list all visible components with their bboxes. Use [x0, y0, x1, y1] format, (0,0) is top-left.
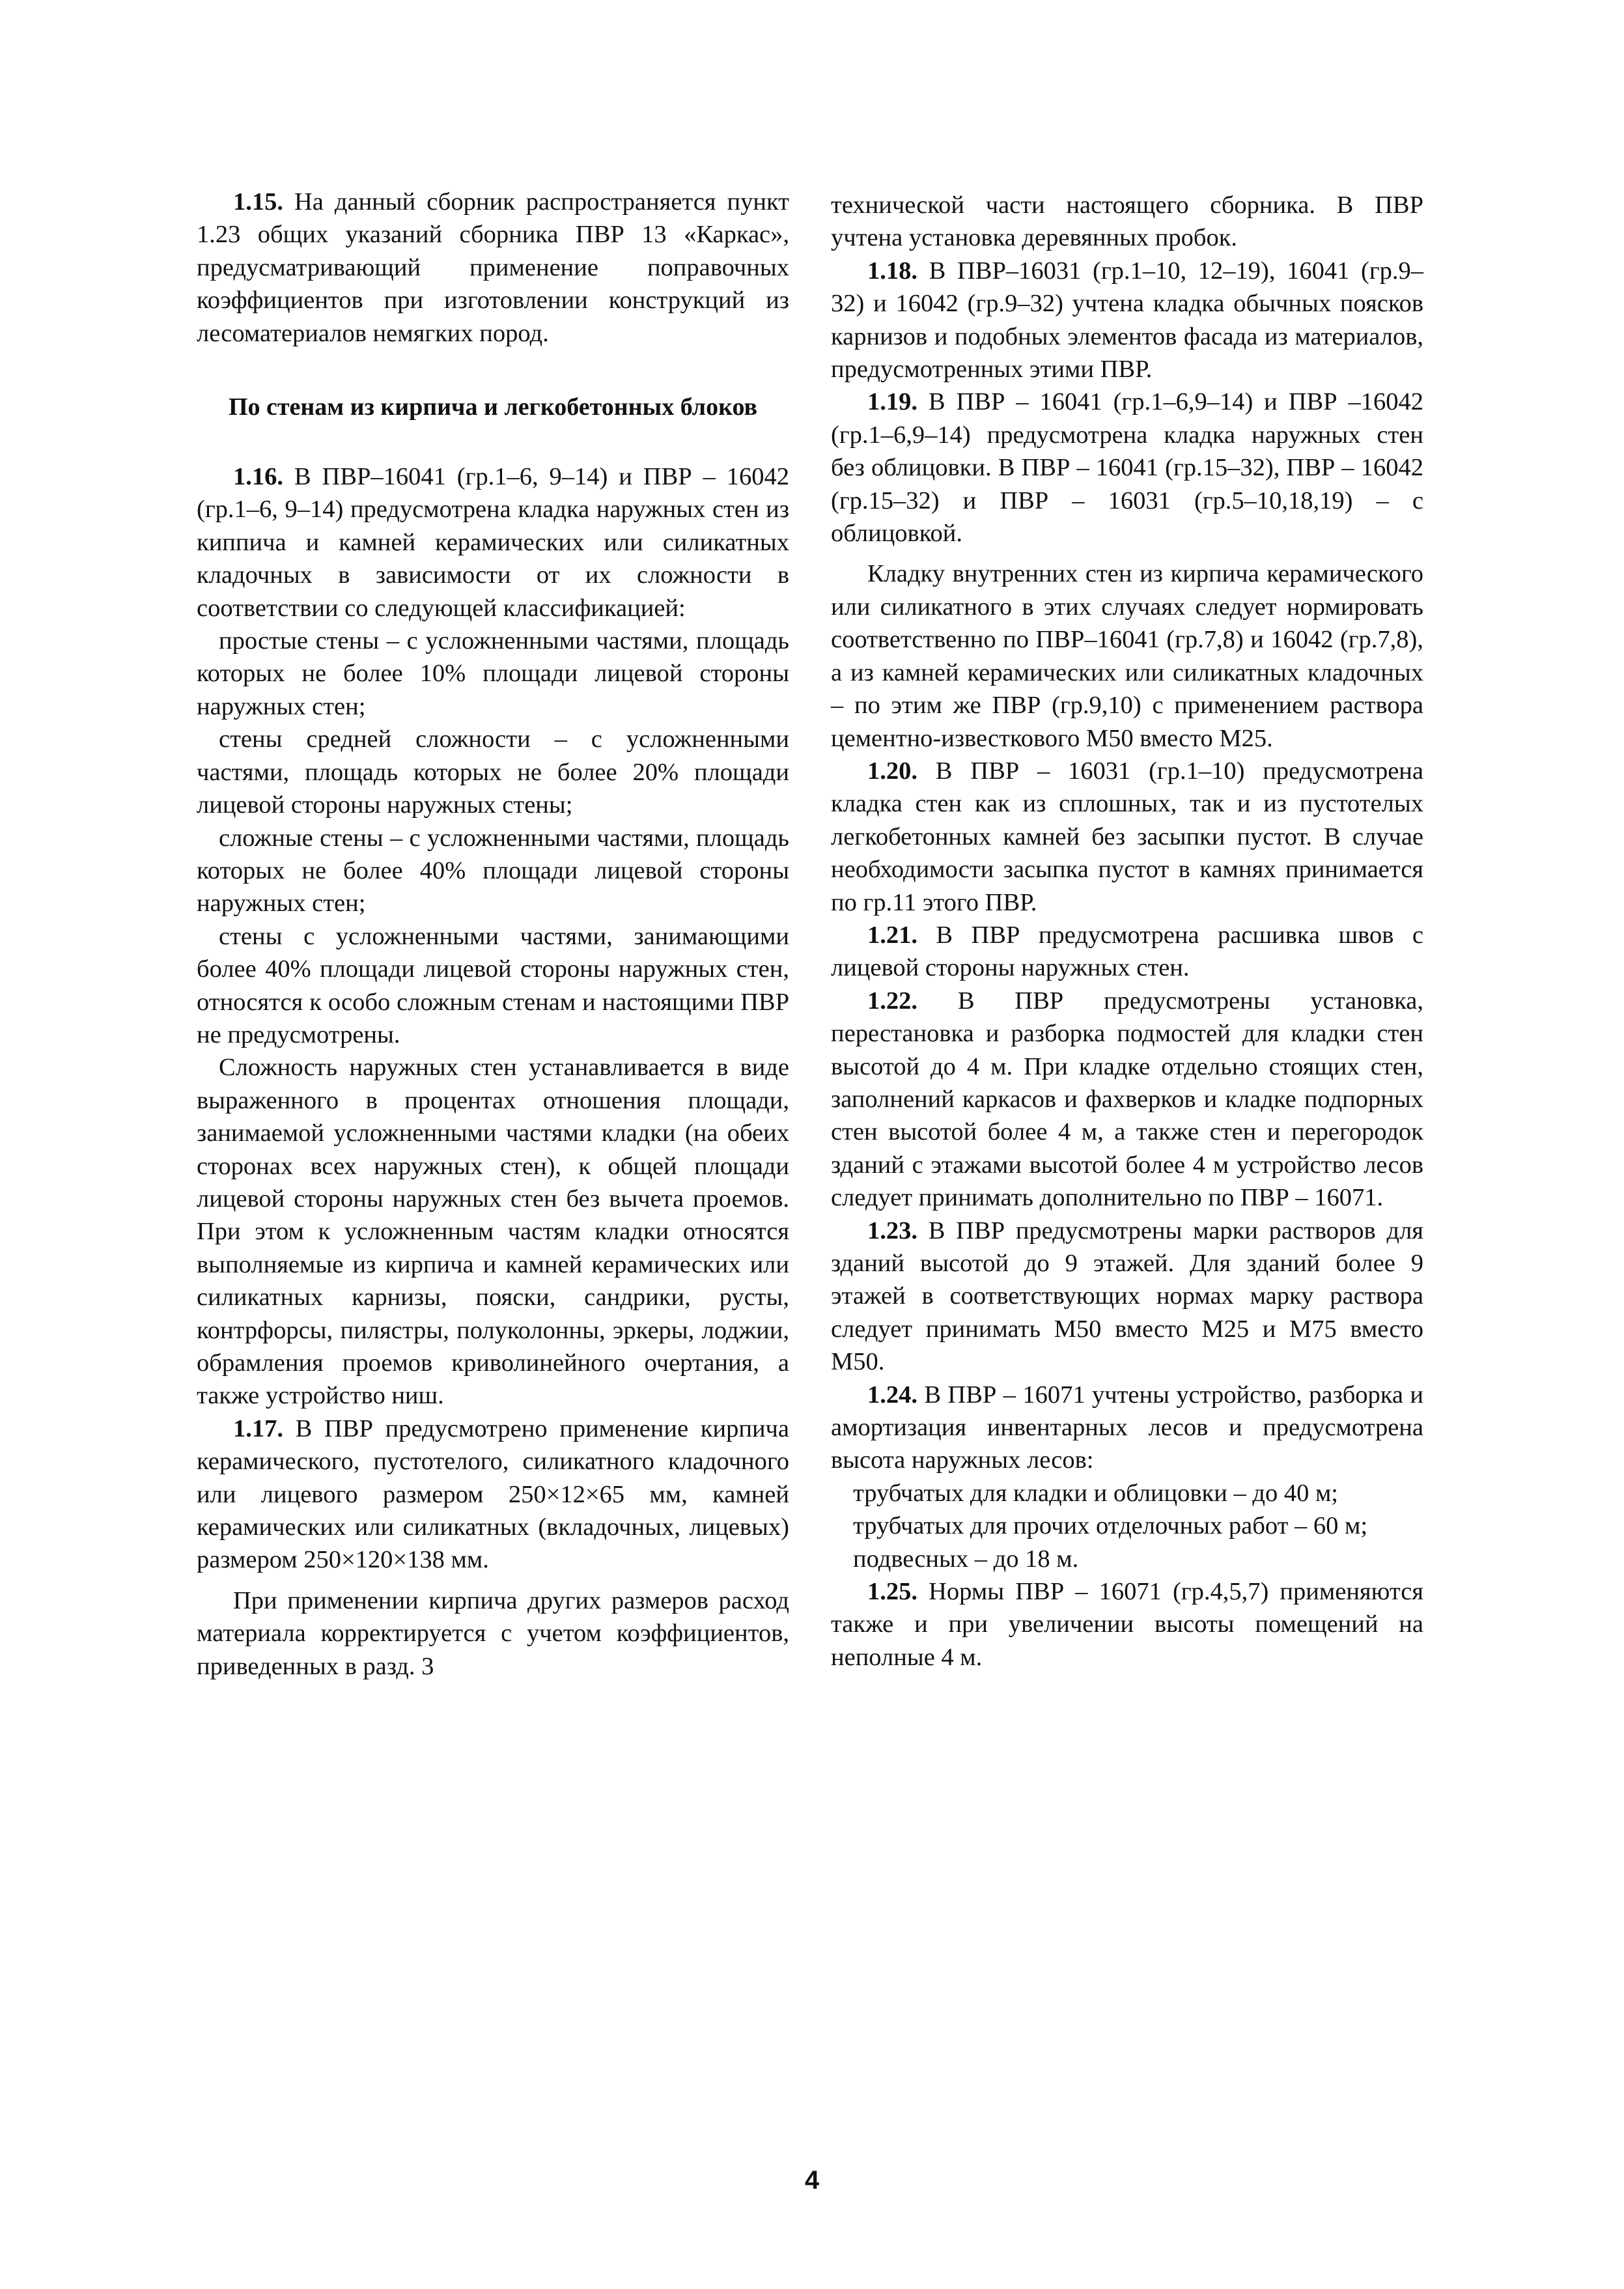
- paragraph-number: 1.25.: [867, 1578, 917, 1606]
- paragraph-1-17: [197, 1412, 789, 1577]
- list-item-tubular-masonry: трубчатых для кладки и облицовки – до 40 м;: [853, 1479, 1338, 1507]
- paragraph-1-18: [831, 255, 1423, 386]
- paragraph-continuation: технической части настоящего сборника. В ПВР учтена установка деревянных пробок.: [831, 191, 1423, 252]
- list-item-tubular-finishing: трубчатых для прочих отделочных работ – 60 м;: [853, 1512, 1368, 1540]
- paragraph-number: 1.18.: [867, 257, 917, 285]
- paragraph-text: В ПВР предусмотрено применение кирпича керамического, пустотелого, силикатного кладочного или лицевого размером 250×12×65 мм, камней керамических или силикатных (вкладочных, лицевых) размером 250×120×138 мм.: [197, 1414, 789, 1574]
- paragraph-text: В ПВР предусмотрена расшивка швов с лицевой стороны наружных стен.: [831, 921, 1423, 982]
- paragraph-1-25: [831, 1575, 1423, 1674]
- paragraph-text: В ПВР–16031 (гр.1–10, 12–19), 16041 (гр.9–32) и 16042 (гр.9–32) учтена кладка обычных поясков карнизов и подобных элементов фасада из материалов, предусмотренных этими ПВР.: [831, 257, 1423, 384]
- paragraph-1-23: [831, 1215, 1423, 1379]
- paragraph-inner-walls: Кладку внутренних стен из кирпича керамического или силикатного в этих случаях следует нормировать соответственно по ПВР–16041 (гр.7,8) и 16042 (гр.7,8), а из камней керамических или силикатных кладочных – по этим же ПВР (гр.9,10) с применением раствора цементно-известкового М50 вместо М25.: [831, 560, 1423, 752]
- paragraph-text: В ПВР–16041 (гр.1–6, 9–14) и ПВР – 16042 (гр.1–6, 9–14) предусмотрена кладка наружных стен из киппича и камней керамических или силикатных кладочных в зависимости от их сложности в соответствии со следующей классификацией:: [197, 463, 789, 622]
- paragraph-1-20: [831, 755, 1423, 919]
- paragraph-number: 1.23.: [867, 1216, 917, 1244]
- paragraph-text: В ПВР предусмотрены установка, перестановка и разборка подмостей для кладки стен высотой до 4 м. При кладке отдельно стоящих стен, заполнений каркасов и фахверков и кладке подпорных стен высотой более 4 м, а также стен и перегородок зданий с этажами высотой более 4 м устройство лесов следует принимать дополнительно по ПВР – 16071.: [831, 987, 1423, 1212]
- paragraph-number: 1.24.: [867, 1381, 917, 1409]
- right-column: [831, 189, 1423, 1674]
- paragraph-number: 1.20.: [867, 757, 917, 785]
- page-number: 4: [804, 2166, 820, 2195]
- list-item-complex-walls: сложные стены – с усложненными частями, площадь которых не более 40% площади лицевой стороны наружных стен;: [197, 824, 789, 918]
- paragraph-number: 1.22.: [867, 987, 917, 1015]
- paragraph-number: 1.19.: [867, 388, 917, 416]
- paragraph-text: Нормы ПВР – 16071 (гр.4,5,7) применяются также и при увеличении высоты помещений на неполные 4 м.: [831, 1578, 1423, 1671]
- paragraph-text: В ПВР – 16031 (гр.1–10) предусмотрена кладка стен как из сплошных, так и из пустотелых легкобетонных камней без засыпки пустот. В случае необходимости засыпка пустот в камнях принимается по гр.11 этого ПВР.: [831, 757, 1423, 916]
- section-heading: По стенам из кирпича и легкобетонных блоков: [228, 393, 758, 421]
- paragraph-1-22: [831, 985, 1423, 1215]
- left-column: [197, 186, 789, 1683]
- list-item-very-complex-walls: стены с усложненными частями, занимающими более 40% площади лицевой стороны наружных стен, относятся к особо сложным стенам и настоящими ПВР не предусмотрены.: [197, 922, 789, 1048]
- list-item-medium-walls: стены средней сложности – с усложненными частями, площадь которых не более 20% площади лицевой стороны наружных стены;: [197, 725, 789, 819]
- paragraph-number: 1.16.: [233, 463, 283, 491]
- paragraph-other-sizes: При применении кирпича других размеров расход материала корректируется с учетом коэффициентов, приведенных в разд. 3: [197, 1586, 789, 1680]
- paragraph-number: 1.21.: [867, 921, 917, 949]
- paragraph-text: На данный сборник распространяется пункт 1.23 общих указаний сборника ПВР 13 «Каркас», предусматривающий применение поправочных коэффициентов при изготовлении конструкций из лесоматериалов немягких пород.: [197, 188, 789, 347]
- paragraph-1-21: [831, 919, 1423, 985]
- paragraph-number: 1.15.: [233, 188, 283, 216]
- paragraph-text: В ПВР – 16071 учтены устройство, разборка и амортизация инвентарных лесов и предусмотрена высота наружных лесов:: [831, 1381, 1423, 1474]
- list-item-simple-walls: простые стены – с усложненными частями, площадь которых не более 10% площади лицевой стороны наружных стен;: [197, 627, 789, 720]
- paragraph-text: В ПВР предусмотрены марки растворов для зданий высотой до 9 этажей. Для зданий более 9 этажей в соответствующих нормах марку раствора следует принимать М50 вместо М25 и М75 вместо М50.: [831, 1216, 1423, 1376]
- paragraph-text: В ПВР – 16041 (гр.1–6,9–14) и ПВР –16042 (гр.1–6,9–14) предусмотрена кладка наружных стен без облицовки. В ПВР – 16041 (гр.15–32), ПВР – 16042 (гр.15–32) и ПВР – 16031 (гр.5–10,18,19) – с облицовкой.: [831, 388, 1423, 548]
- paragraph-1-19: [831, 386, 1423, 550]
- paragraph-number: 1.17.: [233, 1414, 283, 1442]
- paragraph-1-24: [831, 1379, 1423, 1477]
- list-item-suspended: подвесных – до 18 м.: [853, 1545, 1079, 1573]
- paragraph-1-15: [197, 186, 789, 350]
- paragraph-complexity: Сложность наружных стен устанавливается в виде выраженного в процентах отношения площади, занимаемой усложненными частями кладки (на обеих сторонах всех наружных стен), к общей площади лицевой стороны наружных стен без вычета проемов. При этом к усложненным частям кладки относятся выполняемые из кирпича и камней керамических или силикатных карнизы, пояски, сандрики, русты, контрфорсы, пилястры, полуколонны, эркеры, лоджии, обрамления проемов криволинейного очертания, а также устройство ниш.: [197, 1054, 789, 1410]
- paragraph-1-16: [197, 460, 789, 625]
